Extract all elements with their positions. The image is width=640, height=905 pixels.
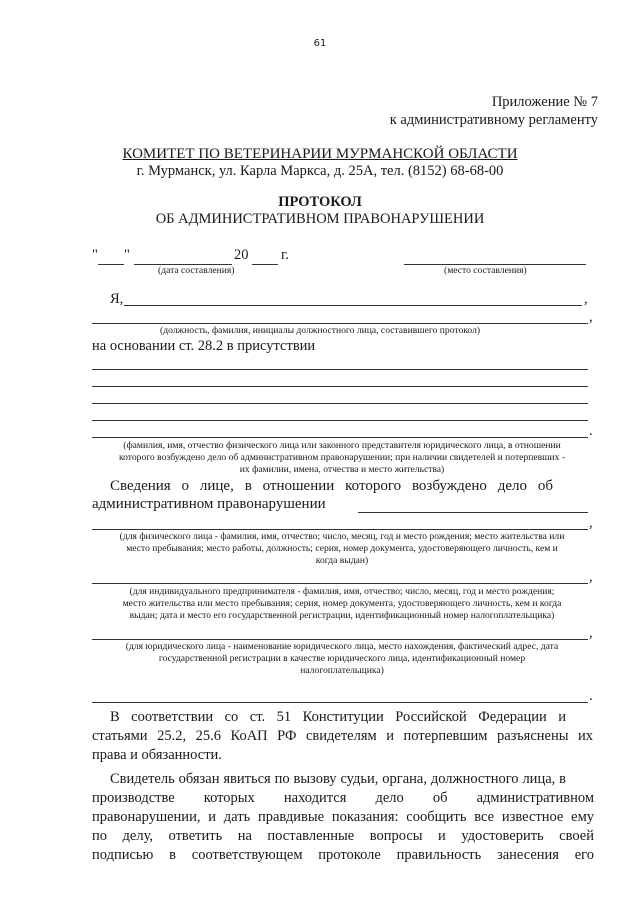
- entrepreneur-caption-line-1: (для индивидуального предпринимателя - фамилия, имя, отчество; число, месяц, год и место рождения;: [129, 586, 555, 597]
- person-field-2[interactable]: [92, 529, 588, 530]
- witness-period: .: [589, 423, 593, 439]
- duty-line-1: Свидетель обязан явиться по вызову судьи, органа, должностного лица, в: [110, 771, 566, 787]
- appendix-line-2: к административному регламенту: [389, 112, 598, 128]
- protocol-title: ПРОТОКОЛ: [278, 194, 362, 210]
- witness-caption-line-2: которого возбуждено дело об административном правонарушении; при наличии свидетелей и потерпевших -: [118, 452, 566, 463]
- person-field-1[interactable]: [358, 512, 588, 513]
- rights-line-1: В соответствии со ст. 51 Конституции Российской Федерации и: [110, 709, 566, 725]
- place-caption: (место составления): [444, 265, 527, 276]
- physical-caption-line-3: когда выдан): [315, 555, 369, 566]
- legal-caption-line-2: государственной регистрации в качестве юридического лица, идентификационный номер: [158, 653, 526, 664]
- witness-field-3[interactable]: [92, 403, 588, 404]
- organization-address: г. Мурманск, ул. Карла Маркса, д. 25А, тел. (8152) 68-68-00: [136, 163, 504, 179]
- duty-line-2: производстве которых находится дело об административном: [92, 790, 594, 806]
- witness-field-2[interactable]: [92, 386, 588, 387]
- year-prefix: 20: [234, 247, 249, 263]
- official-comma-2: ,: [589, 309, 593, 325]
- date-caption: (дата составления): [158, 265, 235, 276]
- witness-field-1[interactable]: [92, 369, 588, 370]
- legal-comma: ,: [589, 625, 593, 641]
- legal-caption-line-1: (для юридического лица - наименование юридического лица, место нахождения, фактический адрес, дата: [125, 641, 559, 652]
- ya-label: Я,: [110, 291, 124, 307]
- duty-line-3: правонарушении, и дать правдивые показания: сообщить все известное ему: [92, 809, 594, 825]
- official-comma-1: ,: [584, 291, 588, 307]
- entrepreneur-comma: ,: [589, 569, 593, 585]
- person-comma-1: ,: [589, 515, 593, 531]
- legal-field[interactable]: [92, 639, 588, 640]
- legal-caption-line-3: налогоплательщика): [300, 665, 384, 676]
- witness-field-4[interactable]: [92, 420, 588, 421]
- person-heading-line-2: административном правонарушении: [92, 496, 326, 512]
- quote-close: ": [124, 247, 130, 263]
- appendix-line-1: Приложение № 7: [491, 94, 598, 110]
- witness-field-5[interactable]: [92, 437, 588, 438]
- official-field-1[interactable]: [124, 305, 582, 306]
- witness-caption-line-1: (фамилия, имя, отчество физического лица или законного представителя юридического лица, в отношении: [123, 440, 561, 451]
- entrepreneur-field[interactable]: [92, 583, 588, 584]
- person-heading-line-1: Сведения о лице, в отношении которого возбуждено дело об: [110, 478, 553, 494]
- entrepreneur-caption-line-2: место жительства или место пребывания; серия, номер документа, удостоверяющего личность, кем и когда: [122, 598, 562, 609]
- duty-line-5: подписью в соответствующем протоколе правильность занесения его: [92, 847, 594, 863]
- year-suffix: г.: [281, 247, 289, 263]
- quote-open: ": [92, 247, 98, 263]
- day-field[interactable]: [98, 264, 124, 265]
- physical-caption-line-1: (для физического лица - фамилия, имя, отчество; число, месяц, год и место рождения; место жительства или: [119, 531, 565, 542]
- witness-caption-line-3: их фамилии, имена, отчества и место жительства): [239, 464, 445, 475]
- organization-name: КОМИТЕТ ПО ВЕТЕРИНАРИИ МУРМАНСКОЙ ОБЛАСТИ: [122, 146, 518, 162]
- rights-line-3: права и обязанности.: [92, 747, 222, 763]
- official-field-2[interactable]: [92, 323, 588, 324]
- entrepreneur-caption-line-3: выдан; дата и место его государственной регистрации, идентификационный номер налогоплательщика): [129, 610, 555, 621]
- extra-field[interactable]: [92, 702, 588, 703]
- extra-period: .: [589, 688, 593, 704]
- protocol-subtitle: ОБ АДМИНИСТРАТИВНОМ ПРАВОНАРУШЕНИИ: [155, 211, 485, 227]
- official-caption: (должность, фамилия, инициалы должностного лица, составившего протокол): [160, 325, 481, 336]
- rights-line-2: статьями 25.2, 25.6 КоАП РФ свидетелям и потерпевшим разъяснены их: [92, 728, 593, 744]
- basis-text: на основании ст. 28.2 в присутствии: [92, 338, 316, 354]
- physical-caption-line-2: место пребывания; место работы, должность; серия, номер документа, удостоверяющего личность, кем и: [126, 543, 558, 554]
- duty-line-4: по делу, ответить на поставленные вопросы и удостоверить своей: [92, 828, 594, 844]
- year-field[interactable]: [252, 264, 278, 265]
- page-number: 61: [313, 38, 327, 49]
